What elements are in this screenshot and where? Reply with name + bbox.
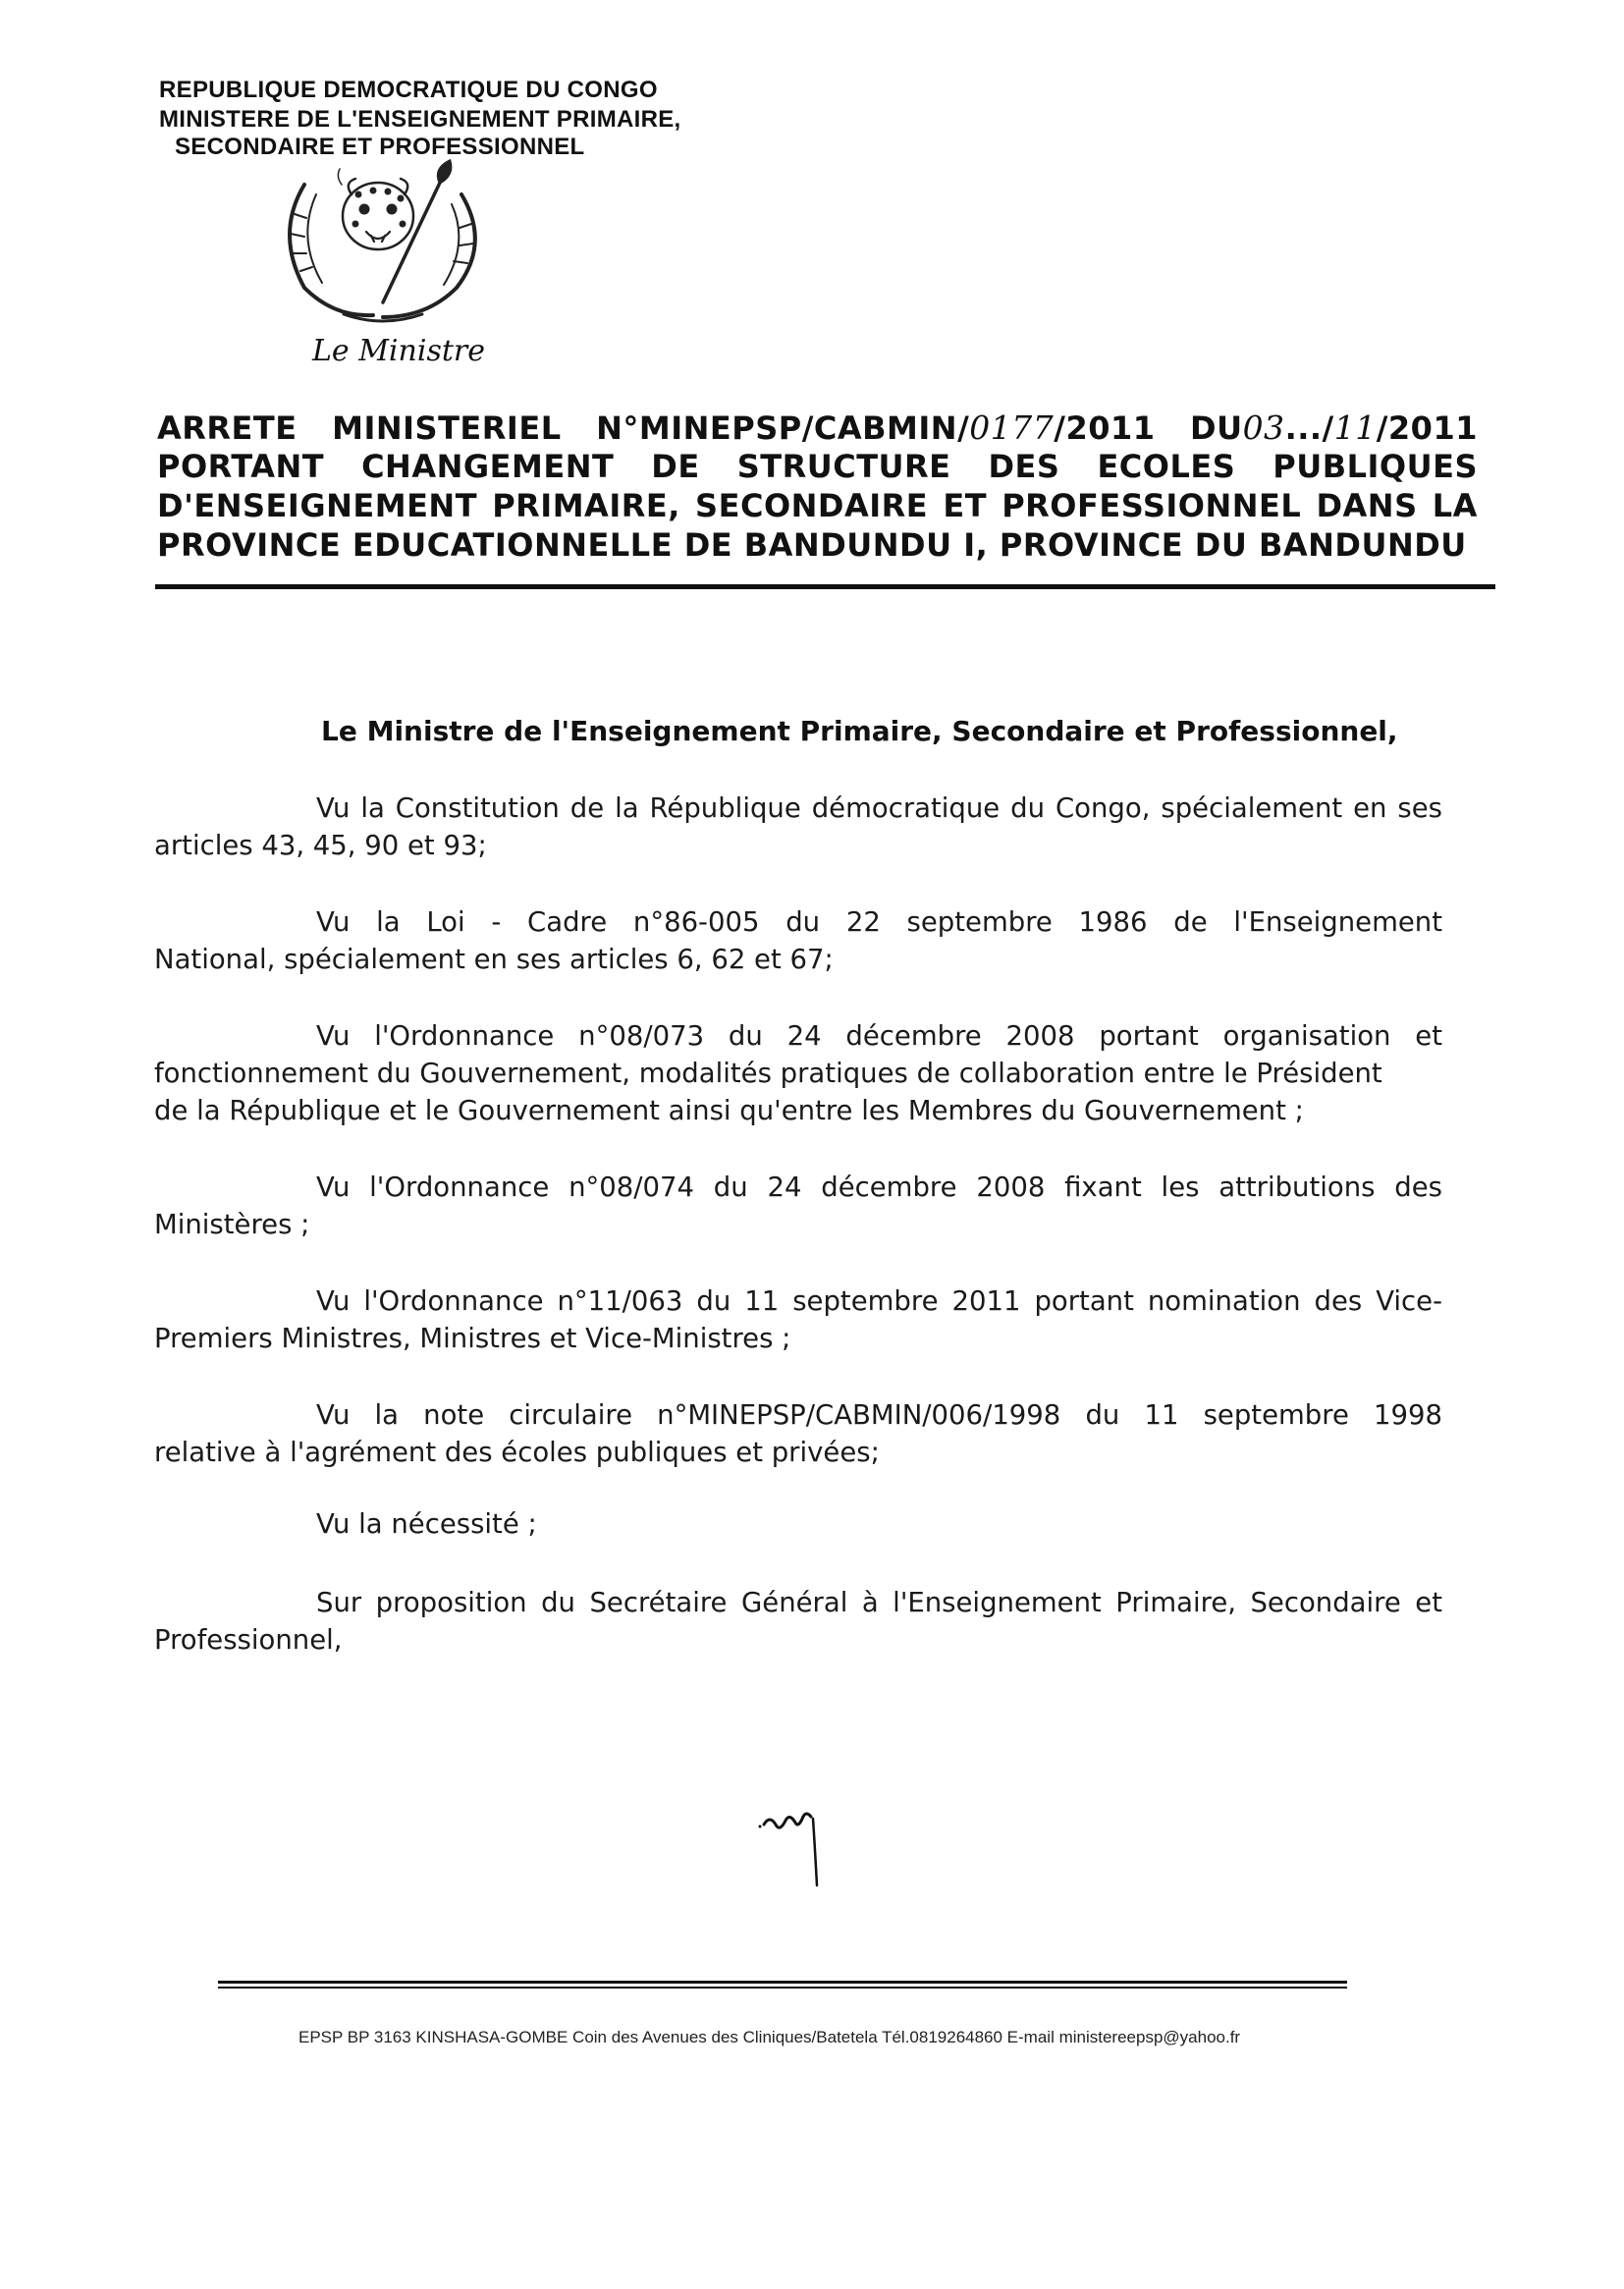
title-word: ARRETE — [157, 409, 298, 447]
consideration-paragraph: Vu la nécessité ; — [316, 1508, 537, 1540]
decree-title-line-4: PROVINCE EDUCATIONNELLE DE BANDUNDU I, PROVINCE DU BANDUNDU — [157, 526, 1467, 564]
consideration-paragraph: Vu l'Ordonnance n°08/073 du 24 décembre 2008 portant organisation et fonctionnement du Gouvernement, modalités pratiques de collaboration entre le Président de la République et le Gouvernement ainsi qu'entre les Membres du Gouvernement ; — [154, 1020, 1442, 1126]
title-rule — [155, 584, 1495, 589]
title-word: ECOLES — [1097, 448, 1236, 485]
handwritten-number: 0177 — [969, 409, 1055, 447]
minister-heading: Le Ministre de l'Enseignement Primaire, Secondaire et Professionnel, — [321, 715, 1398, 747]
title-word: SECONDAIRE — [695, 487, 929, 524]
consideration-paragraph: Vu l'Ordonnance n°11/063 du 11 septembre 2011 portant nomination des Vice- Premiers Ministres, Ministres et Vice-Ministres ; — [154, 1285, 1442, 1354]
title-word: STRUCTURE — [736, 448, 951, 485]
title-word: PROFESSIONNEL — [1001, 487, 1302, 524]
footer-rule-thin — [218, 1987, 1347, 1989]
title-word: LA — [1432, 487, 1478, 524]
title-word: DES — [988, 448, 1060, 485]
title-word: PRIMAIRE, — [492, 487, 680, 524]
footer-address: EPSP BP 3163 KINSHASA-GOMBE Coin des Avenues des Cliniques/Batetela Tél.0819264860 E-mail ministereepsp@yahoo.fr — [298, 2028, 1241, 2046]
decree-number: N°MINEPSP/CABMIN/0177/2011 — [596, 409, 1156, 447]
decree-title-line-1 — [157, 409, 1478, 447]
header-ministry: MINISTERE DE L'ENSEIGNEMENT PRIMAIRE, — [159, 106, 681, 133]
header-republic: REPUBLIQUE DEMOCRATIQUE DU CONGO — [159, 77, 658, 103]
consideration-paragraph: Vu l'Ordonnance n°08/074 du 24 décembre 2008 fixant les attributions des Ministères ; — [154, 1172, 1442, 1240]
title-word: ET — [943, 487, 988, 524]
title-word: DANS — [1316, 487, 1418, 524]
consideration-paragraph: Sur proposition du Secrétaire Général à l'Enseignement Primaire, Secondaire et Professionnel, — [154, 1587, 1442, 1656]
initials-paraph — [756, 1807, 835, 1895]
title-word: D'ENSEIGNEMENT — [157, 487, 478, 524]
minister-signature-line: Le Ministre — [312, 334, 485, 368]
footer-rule — [218, 1981, 1347, 1984]
title-word: MINISTERIEL — [332, 409, 562, 447]
title-word: PORTANT — [157, 448, 325, 485]
title-word: CHANGEMENT — [361, 448, 615, 485]
title-word: DE — [651, 448, 700, 485]
decree-title — [157, 409, 1478, 575]
handwritten-day: 03 — [1242, 409, 1285, 447]
decree-date: DU03.../11/2011 — [1190, 409, 1478, 447]
consideration-paragraph: Vu la Constitution de la République démocratique du Congo, spécialement en ses articles 43, 45, 90 et 93; — [154, 792, 1442, 861]
header-ministry-cont: SECONDAIRE ET PROFESSIONNEL — [175, 134, 585, 160]
handwritten-month: 11 — [1333, 409, 1377, 447]
decree-title-line-3 — [157, 487, 1478, 524]
title-word: PUBLIQUES — [1272, 448, 1478, 485]
consideration-paragraph: Vu la Loi - Cadre n°86-005 du 22 septembre 1986 de l'Enseignement National, spécialement en ses articles 6, 62 et 67; — [154, 906, 1442, 975]
coat-of-arms-emblem — [265, 155, 501, 327]
decree-title-line-2 — [157, 448, 1478, 485]
consideration-paragraph: Vu la note circulaire n°MINEPSP/CABMIN/006/1998 du 11 septembre 1998 relative à l'agrément des écoles publiques et privées; — [154, 1399, 1442, 1468]
